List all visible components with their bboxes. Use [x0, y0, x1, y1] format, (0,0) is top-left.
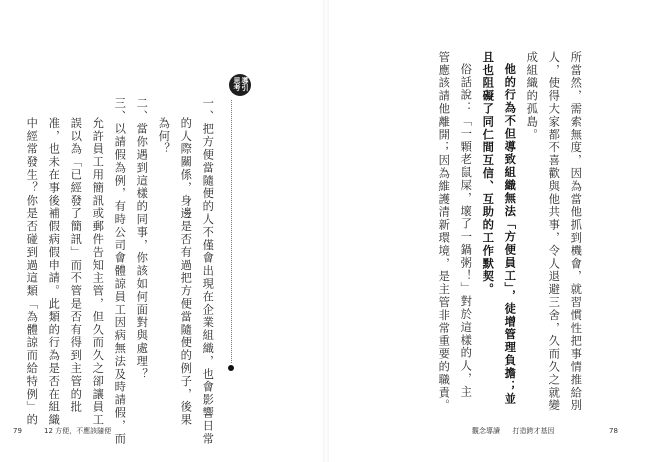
question-2: 二、當你遇到這樣的同事，你該如何面對與處理？: [135, 97, 149, 381]
right-body-column-6: 俗話說：「一顆老鼠屎，壞了一鍋粥！」對於這樣的人，主: [459, 63, 473, 399]
question-divider-dot: [228, 365, 234, 371]
badge-text-2: 思考: [233, 77, 241, 91]
badge-text-1: 導引: [241, 77, 249, 91]
right-body-column-3: 成組織的孤島。: [525, 51, 539, 142]
right-body-column-7: 管應該請他離開；因為維護清新環境，是主管非常重要的職責。: [437, 51, 451, 413]
right-body-column-5-emphasis: 且也阻礙了同仁間互信、互助的工作默契。: [481, 51, 495, 297]
question-3-line-2: 允許員工用簡訊或郵件告知主管，但久而久之卻讓員工: [91, 117, 105, 427]
left-page-chapter-title: 12 方便，不應該隨便: [44, 427, 112, 435]
question-divider-line: [231, 100, 232, 363]
right-body-column-1: 所當然，需索無度，因為當他抓到機會，就習慣性把事情推給別: [569, 51, 583, 413]
footer-book-section: 觀念導讀: [472, 427, 500, 435]
question-1-line-3: 為何？: [157, 117, 171, 156]
question-1-line-2: 的人際關係，身邊是否有過把方便當隨便的例子，後果: [179, 117, 193, 427]
left-page-number: 79: [13, 427, 22, 435]
question-3-line-5: 中經常發生？你是否碰到過這類「為體諒而給特例」的: [25, 117, 39, 427]
footer-book-subtitle: 打造跨才基因: [512, 427, 555, 435]
right-page-number: 78: [609, 427, 618, 435]
question-1-line-1: 一、把方便當隨便的人不僅會出現在企業組織，也會影響日常: [201, 97, 215, 446]
question-3-line-3: 誤以為「已經發了簡訊」而不管是否有得到主管的批: [69, 117, 83, 414]
right-body-column-2: 人，使得大家都不喜歡與他共事，令人退避三舍，久而久之就變: [547, 51, 561, 413]
guided-thinking-badge: [229, 74, 251, 96]
book-gutter: [323, 0, 329, 462]
question-3-line-1: 三、以請假為例，有時公司會體諒員工因病無法及時請假，而: [113, 97, 127, 446]
right-page-footer: [472, 427, 554, 435]
question-3-line-4: 准，也未在事後補假病假申請。此類的行為是否在組織: [47, 117, 61, 427]
right-body-column-4-emphasis: 他的行為不但導致組織無法「方便員工」，徒增管理負擔；並: [503, 63, 517, 406]
